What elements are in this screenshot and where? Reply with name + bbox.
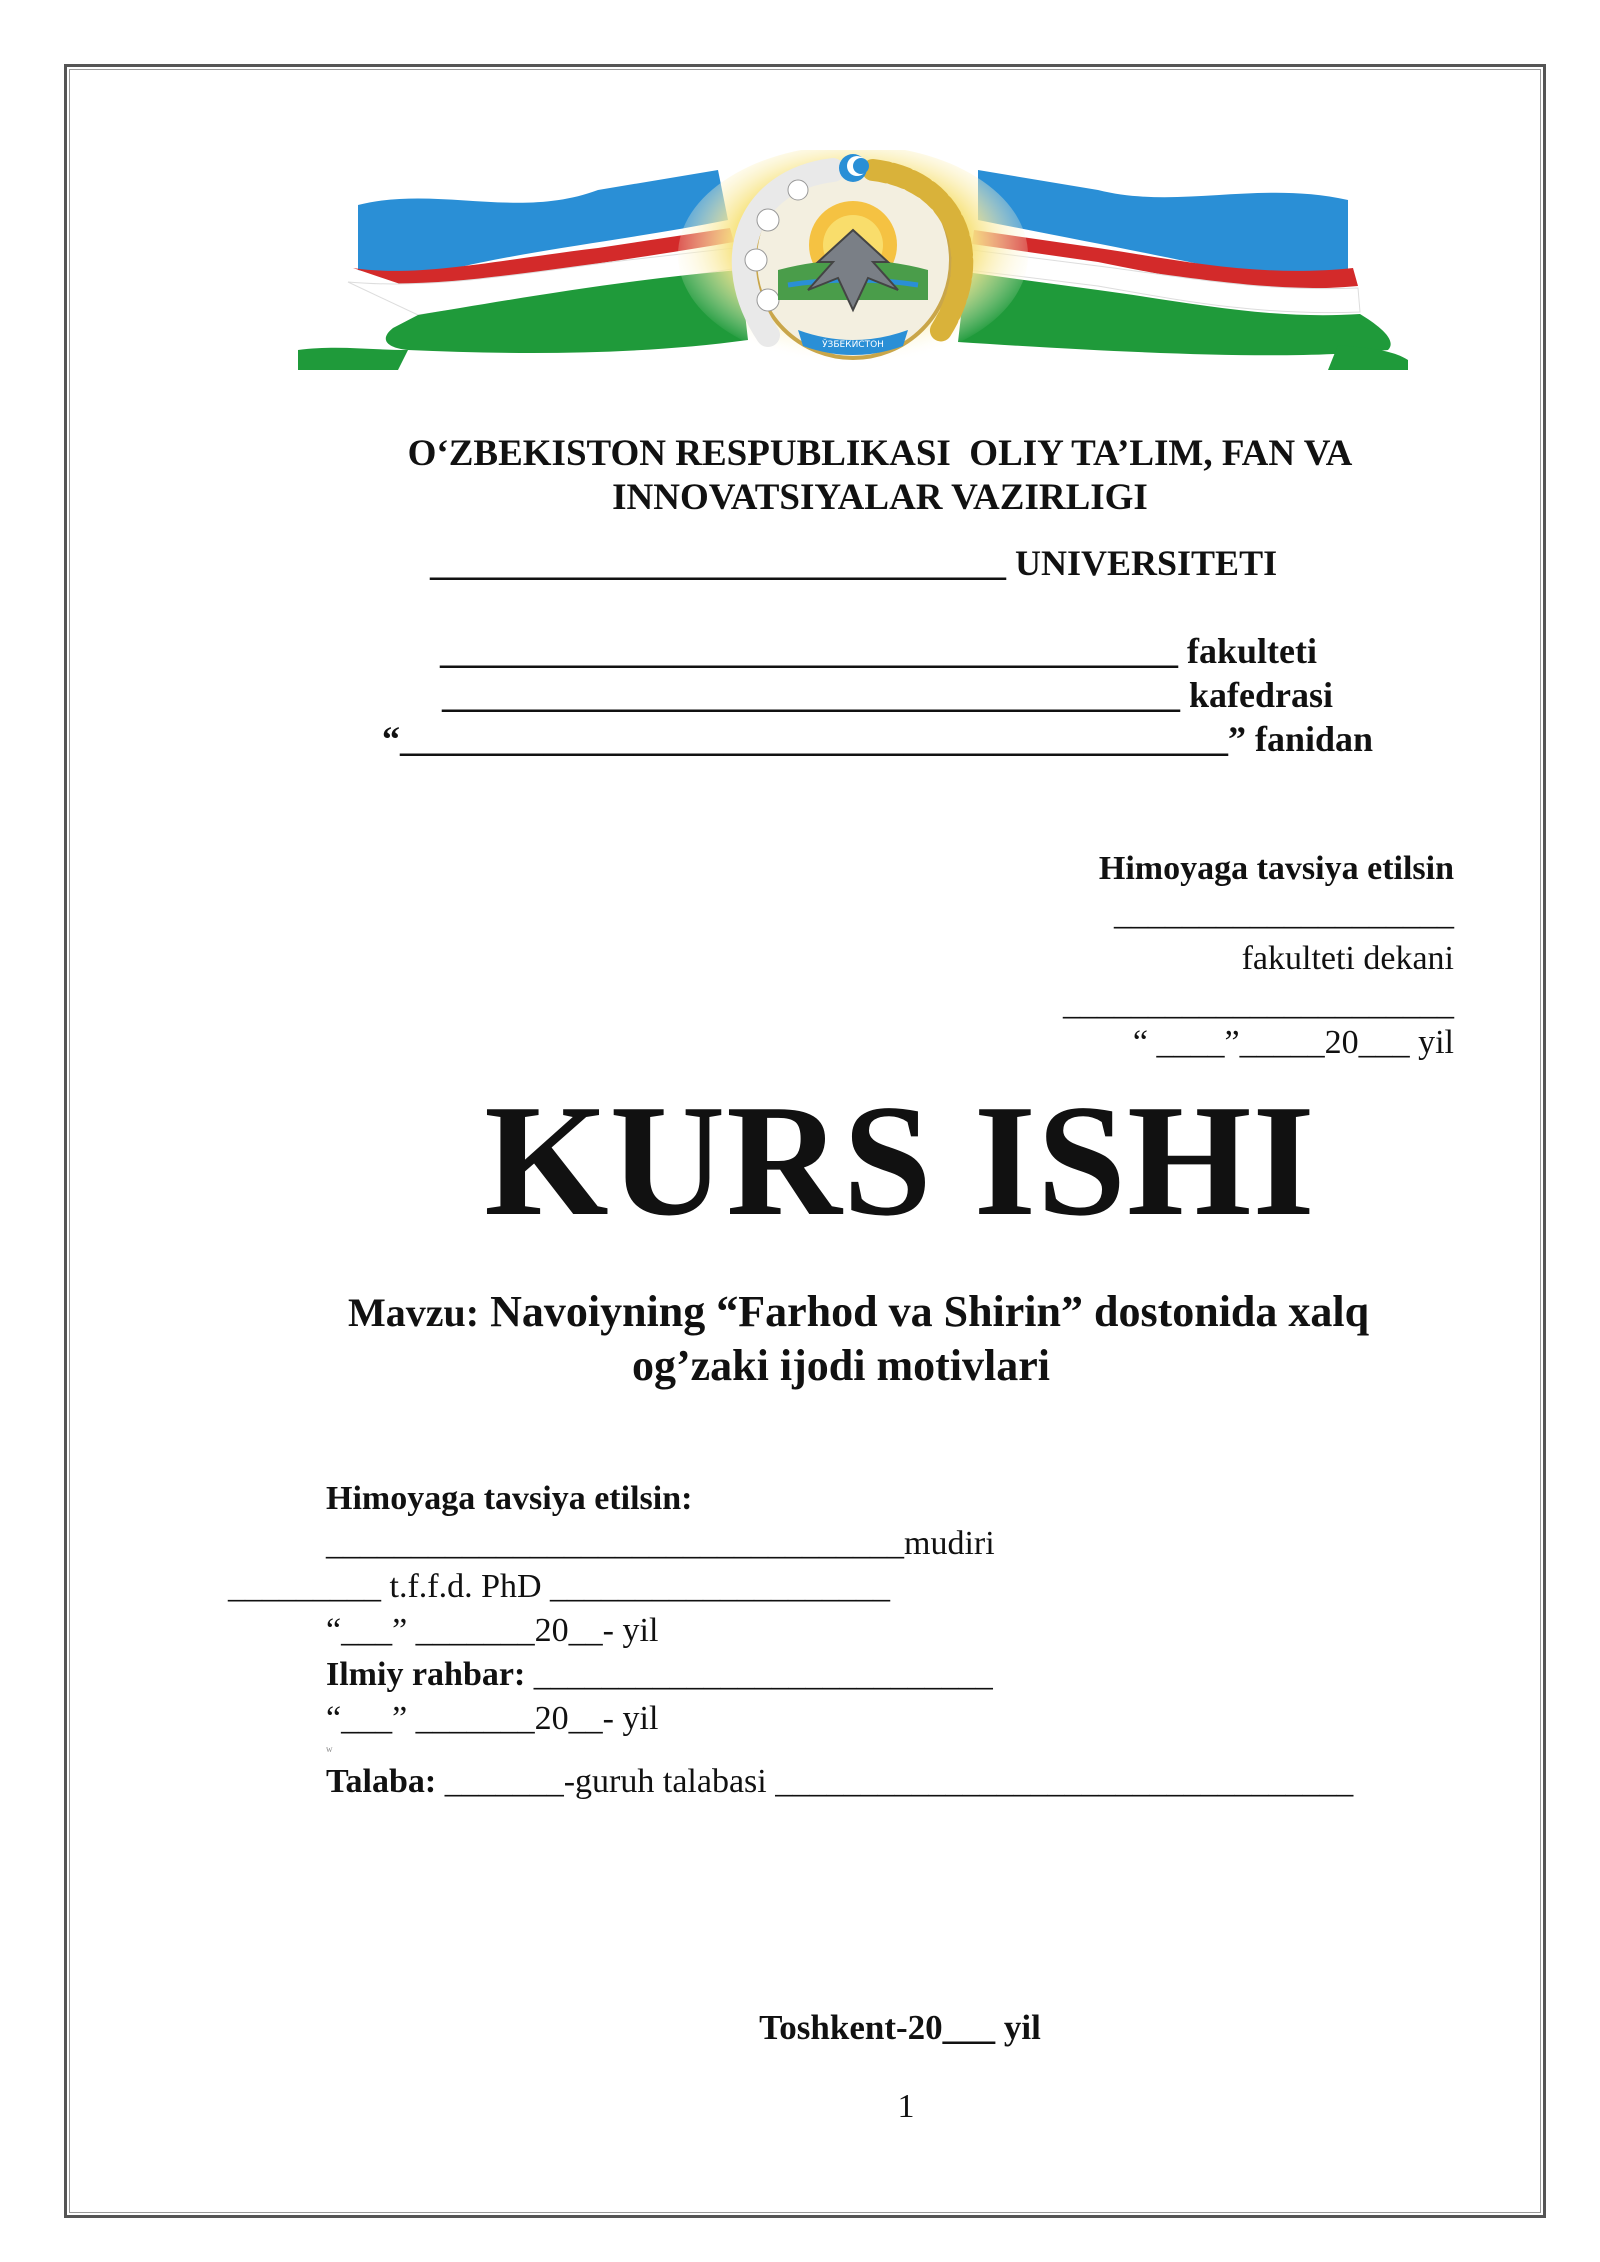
page-number: 1 bbox=[897, 2088, 915, 2125]
department-line: _________________________________________ kafedrasi bbox=[442, 675, 1333, 715]
dean-signature-blank: _______________________ bbox=[1063, 985, 1454, 1022]
approval-left-heading: Himoyaga tavsiya etilsin: bbox=[326, 1480, 693, 1517]
degree-line: _________ t.f.f.d. PhD ____________________ bbox=[228, 1568, 891, 1605]
svg-text:ЎЗБЕКИСТОН: ЎЗБЕКИСТОН bbox=[822, 340, 884, 350]
topic-text-1: Navoiyning “Farhod va Shirin” dostonida xalq bbox=[490, 1287, 1370, 1336]
student-label: Talaba: bbox=[326, 1763, 437, 1800]
tiny-mark: w bbox=[326, 1744, 333, 1754]
ministry-name bbox=[200, 432, 1560, 520]
approval-left-date-2: “___” _______20__- yil bbox=[326, 1700, 659, 1737]
coat-of-arms bbox=[678, 150, 1028, 365]
approval-left-date-1: “___” _______20__- yil bbox=[326, 1612, 659, 1649]
state-emblem-image bbox=[298, 150, 1408, 370]
supervisor-label: Ilmiy rahbar: bbox=[326, 1656, 526, 1693]
approval-right-date: “ ____”_____20___ yil bbox=[1132, 1024, 1454, 1061]
ministry-line-1: O‘ZBEKISTON RESPUBLIKASI OLIY TA’LIM, FAN VA bbox=[407, 433, 1353, 474]
topic-label: Mavzu: bbox=[348, 1290, 480, 1335]
supervisor-line bbox=[326, 1656, 993, 1694]
university-line: ________________________________ UNIVERSITETI bbox=[430, 543, 1278, 583]
supervisor-blank: ___________________________ bbox=[525, 1656, 993, 1693]
dean-label: fakulteti dekani bbox=[1241, 940, 1454, 977]
student-line bbox=[326, 1763, 1353, 1801]
approval-right-blank: ____________________ bbox=[1114, 895, 1454, 932]
topic-text-2: og’zaki ijodi motivlari bbox=[632, 1341, 1050, 1390]
topic-line-1 bbox=[348, 1285, 1369, 1340]
faculty-line: _________________________________________ fakulteti bbox=[440, 631, 1317, 671]
document-title: KURS ISHI bbox=[484, 1071, 1316, 1249]
ministry-line-2: INNOVATSIYALAR VAZIRLIGI bbox=[612, 477, 1148, 518]
head-of-department-line: __________________________________mudiri bbox=[326, 1525, 995, 1562]
student-blank: _______-guruh talabasi __________________________________ bbox=[436, 1763, 1354, 1800]
subject-line: “______________________________________________” fanidan bbox=[382, 719, 1374, 759]
approval-right-heading: Himoyaga tavsiya etilsin bbox=[1098, 850, 1454, 887]
city-year: Toshkent-20___ yil bbox=[759, 2008, 1041, 2047]
